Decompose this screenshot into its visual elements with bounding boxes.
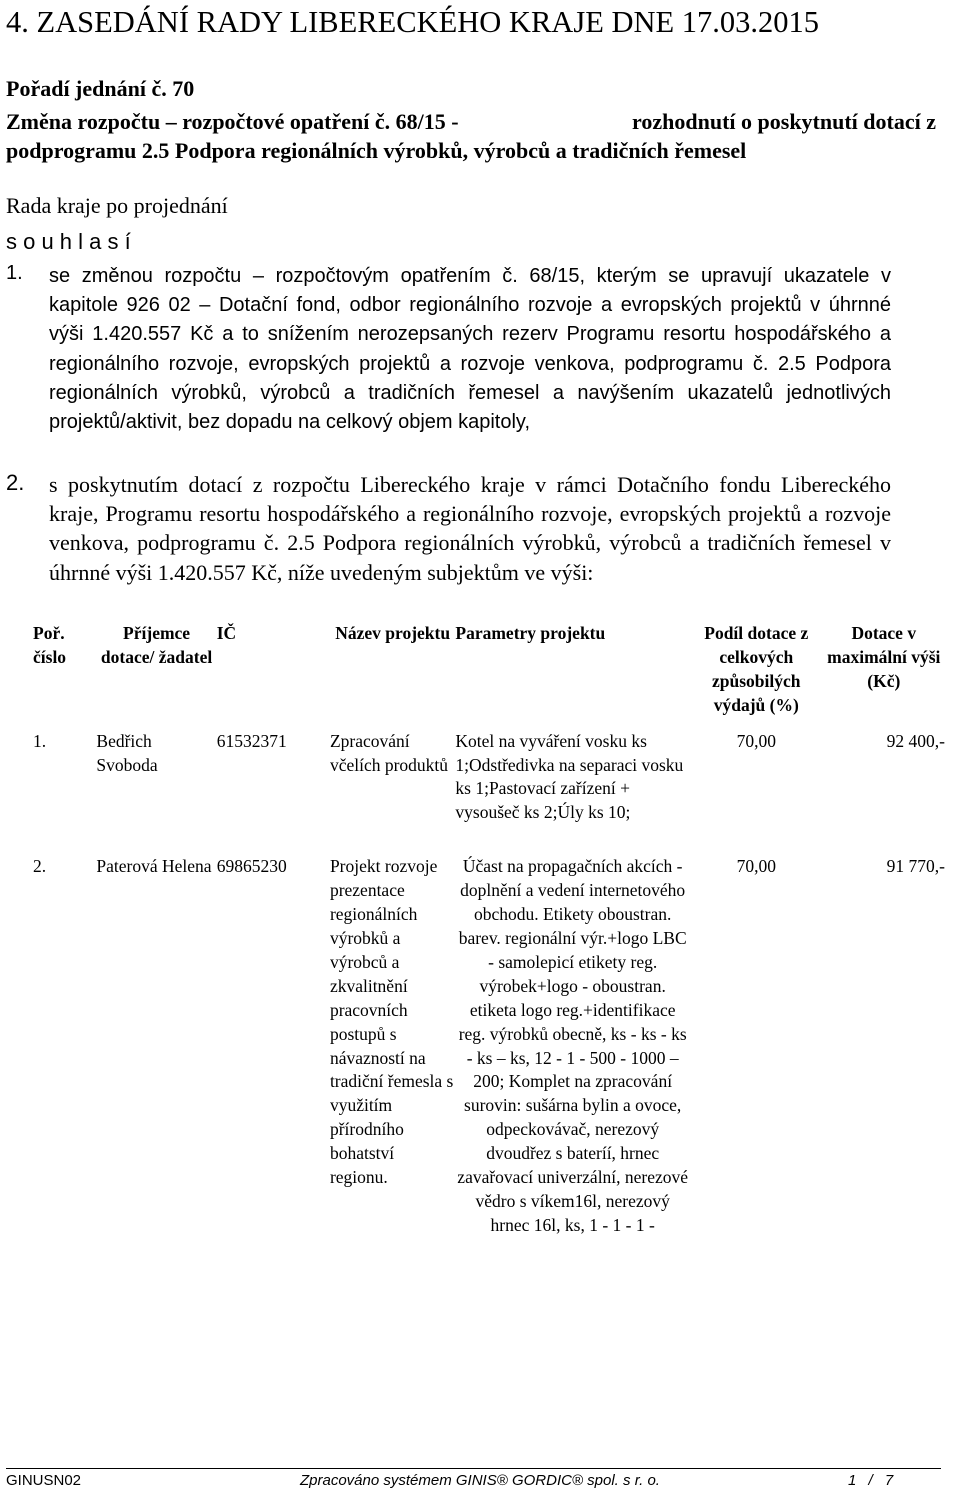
agenda-subject-right: rozhodnutí o poskytnutí dotací z <box>632 109 936 134</box>
cell-dotace: 91 770,- <box>886 856 945 877</box>
header-nazev: Název projektu <box>335 623 451 643</box>
table-row <box>25 855 945 1238</box>
header-parametry: Parametry projektu <box>455 623 606 643</box>
footer-generator: Zpracováno systémem GINIS® GORDIC® spol. s r. o. <box>300 1472 660 1489</box>
cell-parametry: Účast na propagačních akcích - doplnění a vedení internetového obchodu. Etikety oboustran. barev. regionální výr.+logo LBC - samolepicí etikety reg. výrobek+logo - oboustran. etiketa logo reg.+identifikace reg. výrobků obecně, ks - ks - ks - ks – ks, 12 - 1 - 500 - 1000 – 200; Komplet na zpracování surovin: sušárna bylin a ovoce, odpeckovávač, nerezový dvoudřez s bateríí, hrnec zavařovací univerzální, nerezové vědro s víkem16l, nerezový hrnec 16l, ks, 1 - 1 - 1 - <box>457 856 689 1235</box>
point-1-number: 1. <box>6 262 23 284</box>
agenda-subject-line2: podprogramu 2.5 Podpora regionálních výrobků, výrobců a tradičních řemesel <box>6 138 747 163</box>
row-spacer <box>25 825 945 855</box>
cell-nazev: Projekt rozvoje prezentace regionálních výrobků a výrobců a zkvalitnění pracovních postupů s návazností na tradiční řemesla s využitím přírodního bohatství regionu. <box>329 856 454 1188</box>
cell-cislo: 2. <box>33 856 47 877</box>
subsidy-table <box>25 622 945 1238</box>
point-2-number: 2. <box>6 470 25 495</box>
cell-prijemce: Paterová Helena <box>96 856 212 877</box>
agenda-subject-line1 <box>6 107 936 136</box>
meeting-order: Pořadí jednání č. 70 <box>6 76 195 101</box>
point-1-text: se změnou rozpočtu – rozpočtovým opatřením č. 68/15, kterým se upravují ukazatele v kapitole 926 02 – Dotační fond, odbor regionálního rozvoje a evropských projektů v úhrnné výši 1.420.557 Kč a to snížením nerozepsaných rezerv Programu resortu hospodářského a regionálního rozvoje, evropských projektů a rozvoje venkova, podprogramu č. 2.5 Podpora regionálních výrobků, výrobců a tradičních řemesel a navýšením ukazatelů jednotlivých projektů/aktivit, bez dopadu na celkový objem kapitoly, <box>49 265 891 434</box>
page-title: 4. ZASEDÁNÍ RADY LIBERECKÉHO KRAJE DNE 17.03.2015 <box>6 5 820 39</box>
header-prijemce: Příjemce dotace/ žadatel <box>100 623 213 667</box>
cell-ic: 69865230 <box>216 856 287 877</box>
agenda-subject-left: Změna rozpočtu – rozpočtové opatření č. 68/15 - <box>6 109 459 134</box>
table-header-row <box>25 622 945 730</box>
header-ic: IČ <box>216 623 237 643</box>
cell-podil: 70,00 <box>736 856 776 877</box>
footer-doc-code: GINUSN02 <box>6 1472 82 1489</box>
cell-nazev: Zpracování včelích produktů <box>329 730 449 775</box>
cell-dotace: 92 400,- <box>886 730 945 751</box>
resolution-verb: s o u h l a s í <box>6 229 131 254</box>
footer-page-number: 1 / 7 <box>848 1472 894 1489</box>
cell-ic: 61532371 <box>216 730 287 751</box>
cell-prijemce: Bedřich Svoboda <box>96 730 158 775</box>
cell-cislo: 1. <box>33 730 47 751</box>
header-dotace: Dotace v maximální výši (Kč) <box>827 623 941 691</box>
header-cislo: Poř. číslo <box>33 623 67 667</box>
table-row <box>25 730 945 826</box>
cell-podil: 70,00 <box>736 730 776 751</box>
agenda-subject <box>6 107 936 165</box>
cell-parametry: Kotel na vyváření vosku ks 1;Odstředivka na separaci vosku ks 1;Pastovací zařízení + vysoušeč ks 2;Úly ks 10; <box>455 730 684 823</box>
point-2-text: s poskytnutím dotací z rozpočtu Libereckého kraje v rámci Dotačního fondu Libereckého kraje, Programu resortu hospodářského a regionálního rozvoje, evropských projektů a rozvoje venkova, podprogramu č. 2.5 Podpora regionálních výrobků, výrobců a tradičních řemesel v úhrnné výši 1.420.557 Kč, níže uvedeným subjektům ve výši: <box>49 472 891 585</box>
header-podil: Podíl dotace z celkových způsobilých výdajů (%) <box>704 623 809 715</box>
council-intro: Rada kraje po projednání <box>6 193 228 218</box>
footer-divider <box>6 1468 941 1469</box>
